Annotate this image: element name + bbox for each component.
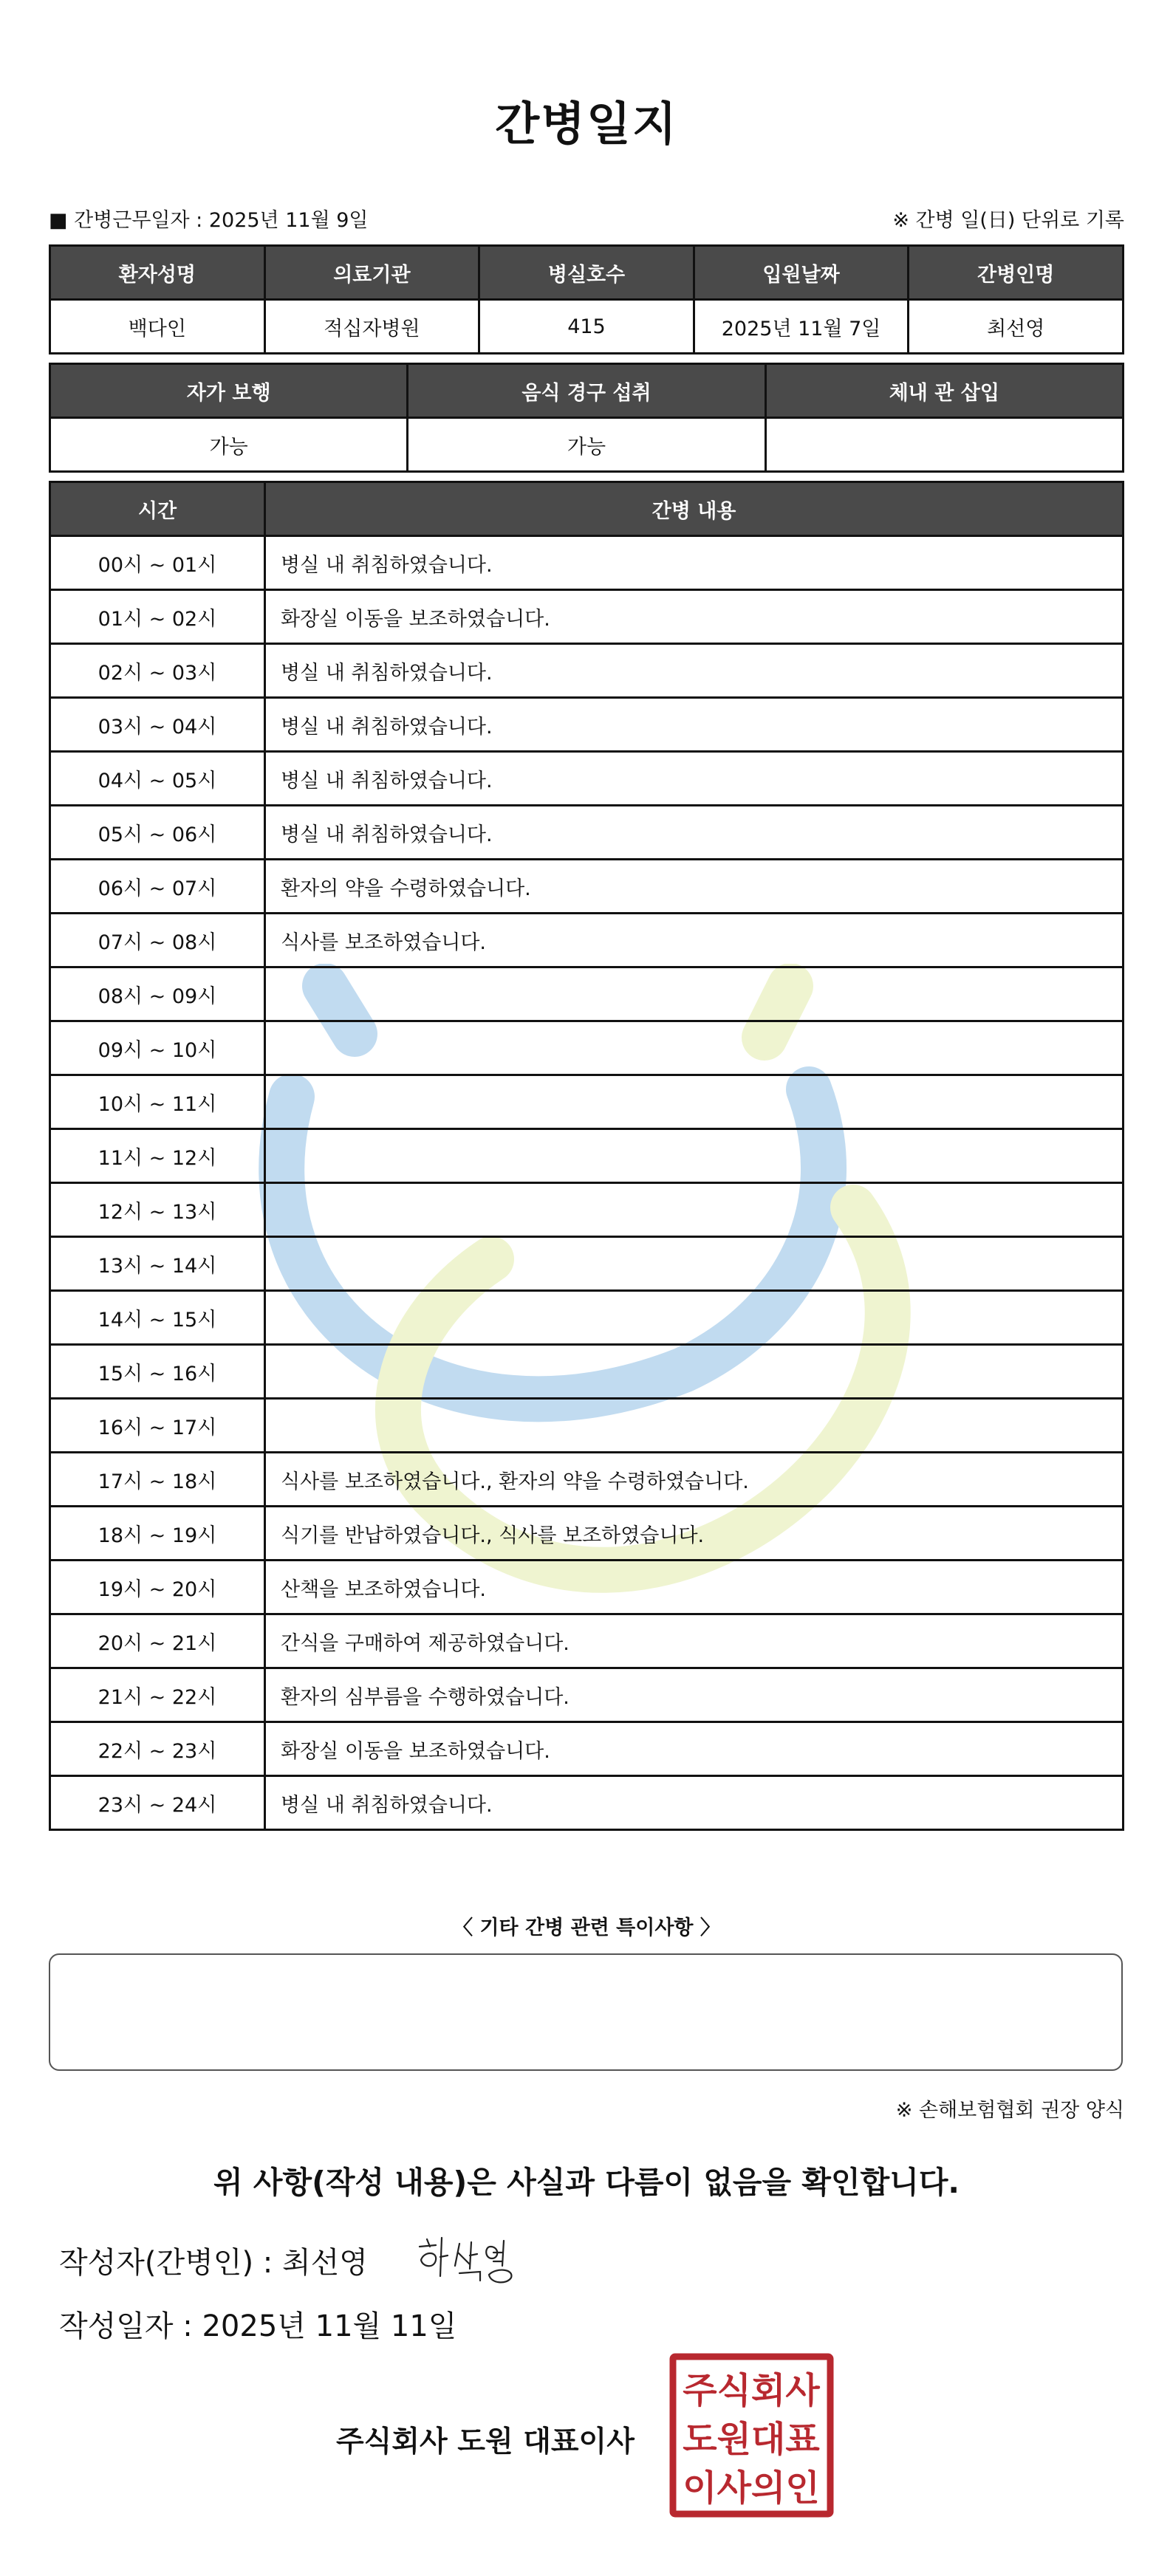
time-slot: 03시 ~ 04시 (50, 698, 265, 752)
table-row (50, 1183, 1124, 1237)
header-oral-intake: 음식 경구 섭취 (408, 364, 765, 418)
care-content (265, 1399, 1124, 1453)
care-content: 병실 내 취침하였습니다. (265, 806, 1124, 860)
care-content: 병실 내 취침하였습니다. (265, 752, 1124, 806)
header-hospital: 의료기관 (264, 246, 479, 300)
header-care-content: 간병 내용 (265, 482, 1124, 536)
table-row (50, 536, 1124, 590)
time-slot: 19시 ~ 20시 (50, 1561, 265, 1614)
table-row (50, 1561, 1124, 1614)
hospital-name: 적십자병원 (264, 300, 479, 354)
table-row (50, 1722, 1124, 1776)
care-content (265, 1345, 1124, 1399)
table-row (50, 1129, 1124, 1183)
table-row (50, 752, 1124, 806)
company-seal-stamp (668, 2352, 835, 2518)
header-self-walking: 자가 보행 (50, 364, 408, 418)
time-slot: 22시 ~ 23시 (50, 1722, 265, 1776)
admission-date: 2025년 11월 7일 (694, 300, 909, 354)
form-source-note: ※ 손해보험협회 권장 양식 (895, 2099, 1124, 2122)
time-slot: 02시 ~ 03시 (50, 644, 265, 698)
work-date-label: ■ 간병근무일자 : 2025년 11월 9일 (49, 209, 369, 232)
time-slot: 01시 ~ 02시 (50, 590, 265, 644)
table-row (50, 806, 1124, 860)
patient-name: 백다인 (50, 300, 265, 354)
time-slot: 00시 ~ 01시 (50, 536, 265, 590)
table-row (50, 1075, 1124, 1129)
table-row (50, 967, 1124, 1021)
care-content: 병실 내 취침하였습니다. (265, 644, 1124, 698)
time-slot: 12시 ~ 13시 (50, 1183, 265, 1237)
table-row (50, 1668, 1124, 1722)
time-slot: 21시 ~ 22시 (50, 1668, 265, 1722)
time-slot: 20시 ~ 21시 (50, 1614, 265, 1668)
time-slot: 11시 ~ 12시 (50, 1129, 265, 1183)
care-log-table (49, 481, 1124, 1831)
self-walking-value: 가능 (50, 418, 408, 472)
table-row (50, 1291, 1124, 1345)
care-content: 병실 내 취침하였습니다. (265, 536, 1124, 590)
time-slot: 07시 ~ 08시 (50, 914, 265, 967)
writer-line: 작성자(간병인) : 최선영 (59, 2246, 368, 2280)
care-content: 식사를 보조하였습니다. (265, 914, 1124, 967)
company-representative: 주식회사 도원 대표이사 (336, 2425, 635, 2459)
oral-intake-value: 가능 (408, 418, 765, 472)
remarks-title: 〈 기타 간병 관련 특이사항 〉 (453, 1916, 720, 1939)
table-row (50, 1021, 1124, 1075)
time-slot: 23시 ~ 24시 (50, 1776, 265, 1830)
header-time: 시간 (50, 482, 265, 536)
seal-line: 도원대표 (683, 2419, 820, 2460)
patient-info-value-row (50, 300, 1124, 354)
care-content (265, 1129, 1124, 1183)
table-row (50, 698, 1124, 752)
time-slot: 17시 ~ 18시 (50, 1453, 265, 1507)
table-row (50, 1345, 1124, 1399)
header-caregiver-name: 간병인명 (909, 246, 1124, 300)
status-header-row (50, 364, 1124, 418)
caregiver-name: 최선영 (909, 300, 1124, 354)
time-slot: 05시 ~ 06시 (50, 806, 265, 860)
time-slot: 15시 ~ 16시 (50, 1345, 265, 1399)
care-content (265, 967, 1124, 1021)
time-slot: 09시 ~ 10시 (50, 1021, 265, 1075)
room-number: 415 (479, 300, 694, 354)
care-content (265, 1075, 1124, 1129)
written-date-line: 작성일자 : 2025년 11월 11일 (59, 2309, 457, 2343)
time-slot: 13시 ~ 14시 (50, 1237, 265, 1291)
time-slot: 08시 ~ 09시 (50, 967, 265, 1021)
care-content: 식기를 반납하였습니다., 식사를 보조하였습니다. (265, 1507, 1124, 1561)
care-content: 환자의 심부름을 수행하였습니다. (265, 1668, 1124, 1722)
time-slot: 06시 ~ 07시 (50, 860, 265, 914)
table-row (50, 1776, 1124, 1830)
patient-info-header-row (50, 246, 1124, 300)
time-slot: 10시 ~ 11시 (50, 1075, 265, 1129)
table-row (50, 1507, 1124, 1561)
time-slot: 14시 ~ 15시 (50, 1291, 265, 1345)
patient-info-table (49, 244, 1124, 354)
care-content: 병실 내 취침하였습니다. (265, 698, 1124, 752)
care-content: 산책을 보조하였습니다. (265, 1561, 1124, 1614)
seal-line: 이사의인 (683, 2467, 820, 2509)
care-content: 환자의 약을 수령하였습니다. (265, 860, 1124, 914)
patient-status-table (49, 363, 1124, 473)
header-tube-insertion: 체내 관 삽입 (765, 364, 1123, 418)
table-row (50, 1399, 1124, 1453)
care-content: 식사를 보조하였습니다., 환자의 약을 수령하였습니다. (265, 1453, 1124, 1507)
care-content: 화장실 이동을 보조하였습니다. (265, 590, 1124, 644)
document-title: 간병일지 (495, 97, 678, 151)
table-row (50, 860, 1124, 914)
table-row (50, 1237, 1124, 1291)
time-slot: 04시 ~ 05시 (50, 752, 265, 806)
header-admission-date: 입원날짜 (694, 246, 909, 300)
care-log-header-row (50, 482, 1124, 536)
seal-line: 주식회사 (683, 2370, 820, 2411)
time-slot: 18시 ~ 19시 (50, 1507, 265, 1561)
care-content (265, 1183, 1124, 1237)
status-value-row (50, 418, 1124, 472)
table-row (50, 590, 1124, 644)
table-row (50, 914, 1124, 967)
header-room-number: 병실호수 (479, 246, 694, 300)
header-patient-name: 환자성명 (50, 246, 265, 300)
handwritten-signature (414, 2230, 532, 2289)
care-content (265, 1237, 1124, 1291)
care-content: 병실 내 취침하였습니다. (265, 1776, 1124, 1830)
table-row (50, 644, 1124, 698)
time-slot: 16시 ~ 17시 (50, 1399, 265, 1453)
care-content: 간식을 구매하여 제공하였습니다. (265, 1614, 1124, 1668)
table-row (50, 1453, 1124, 1507)
tube-insertion-value (765, 418, 1123, 472)
remarks-box (49, 1953, 1123, 2071)
care-content (265, 1291, 1124, 1345)
table-row (50, 1614, 1124, 1668)
care-content (265, 1021, 1124, 1075)
care-log-body (50, 536, 1124, 1830)
confirmation-statement: 위 사항(작성 내용)은 사실과 다름이 없음을 확인합니다. (213, 2165, 960, 2200)
record-unit-note: ※ 간병 일(日) 단위로 기록 (892, 209, 1124, 232)
care-content: 화장실 이동을 보조하였습니다. (265, 1722, 1124, 1776)
